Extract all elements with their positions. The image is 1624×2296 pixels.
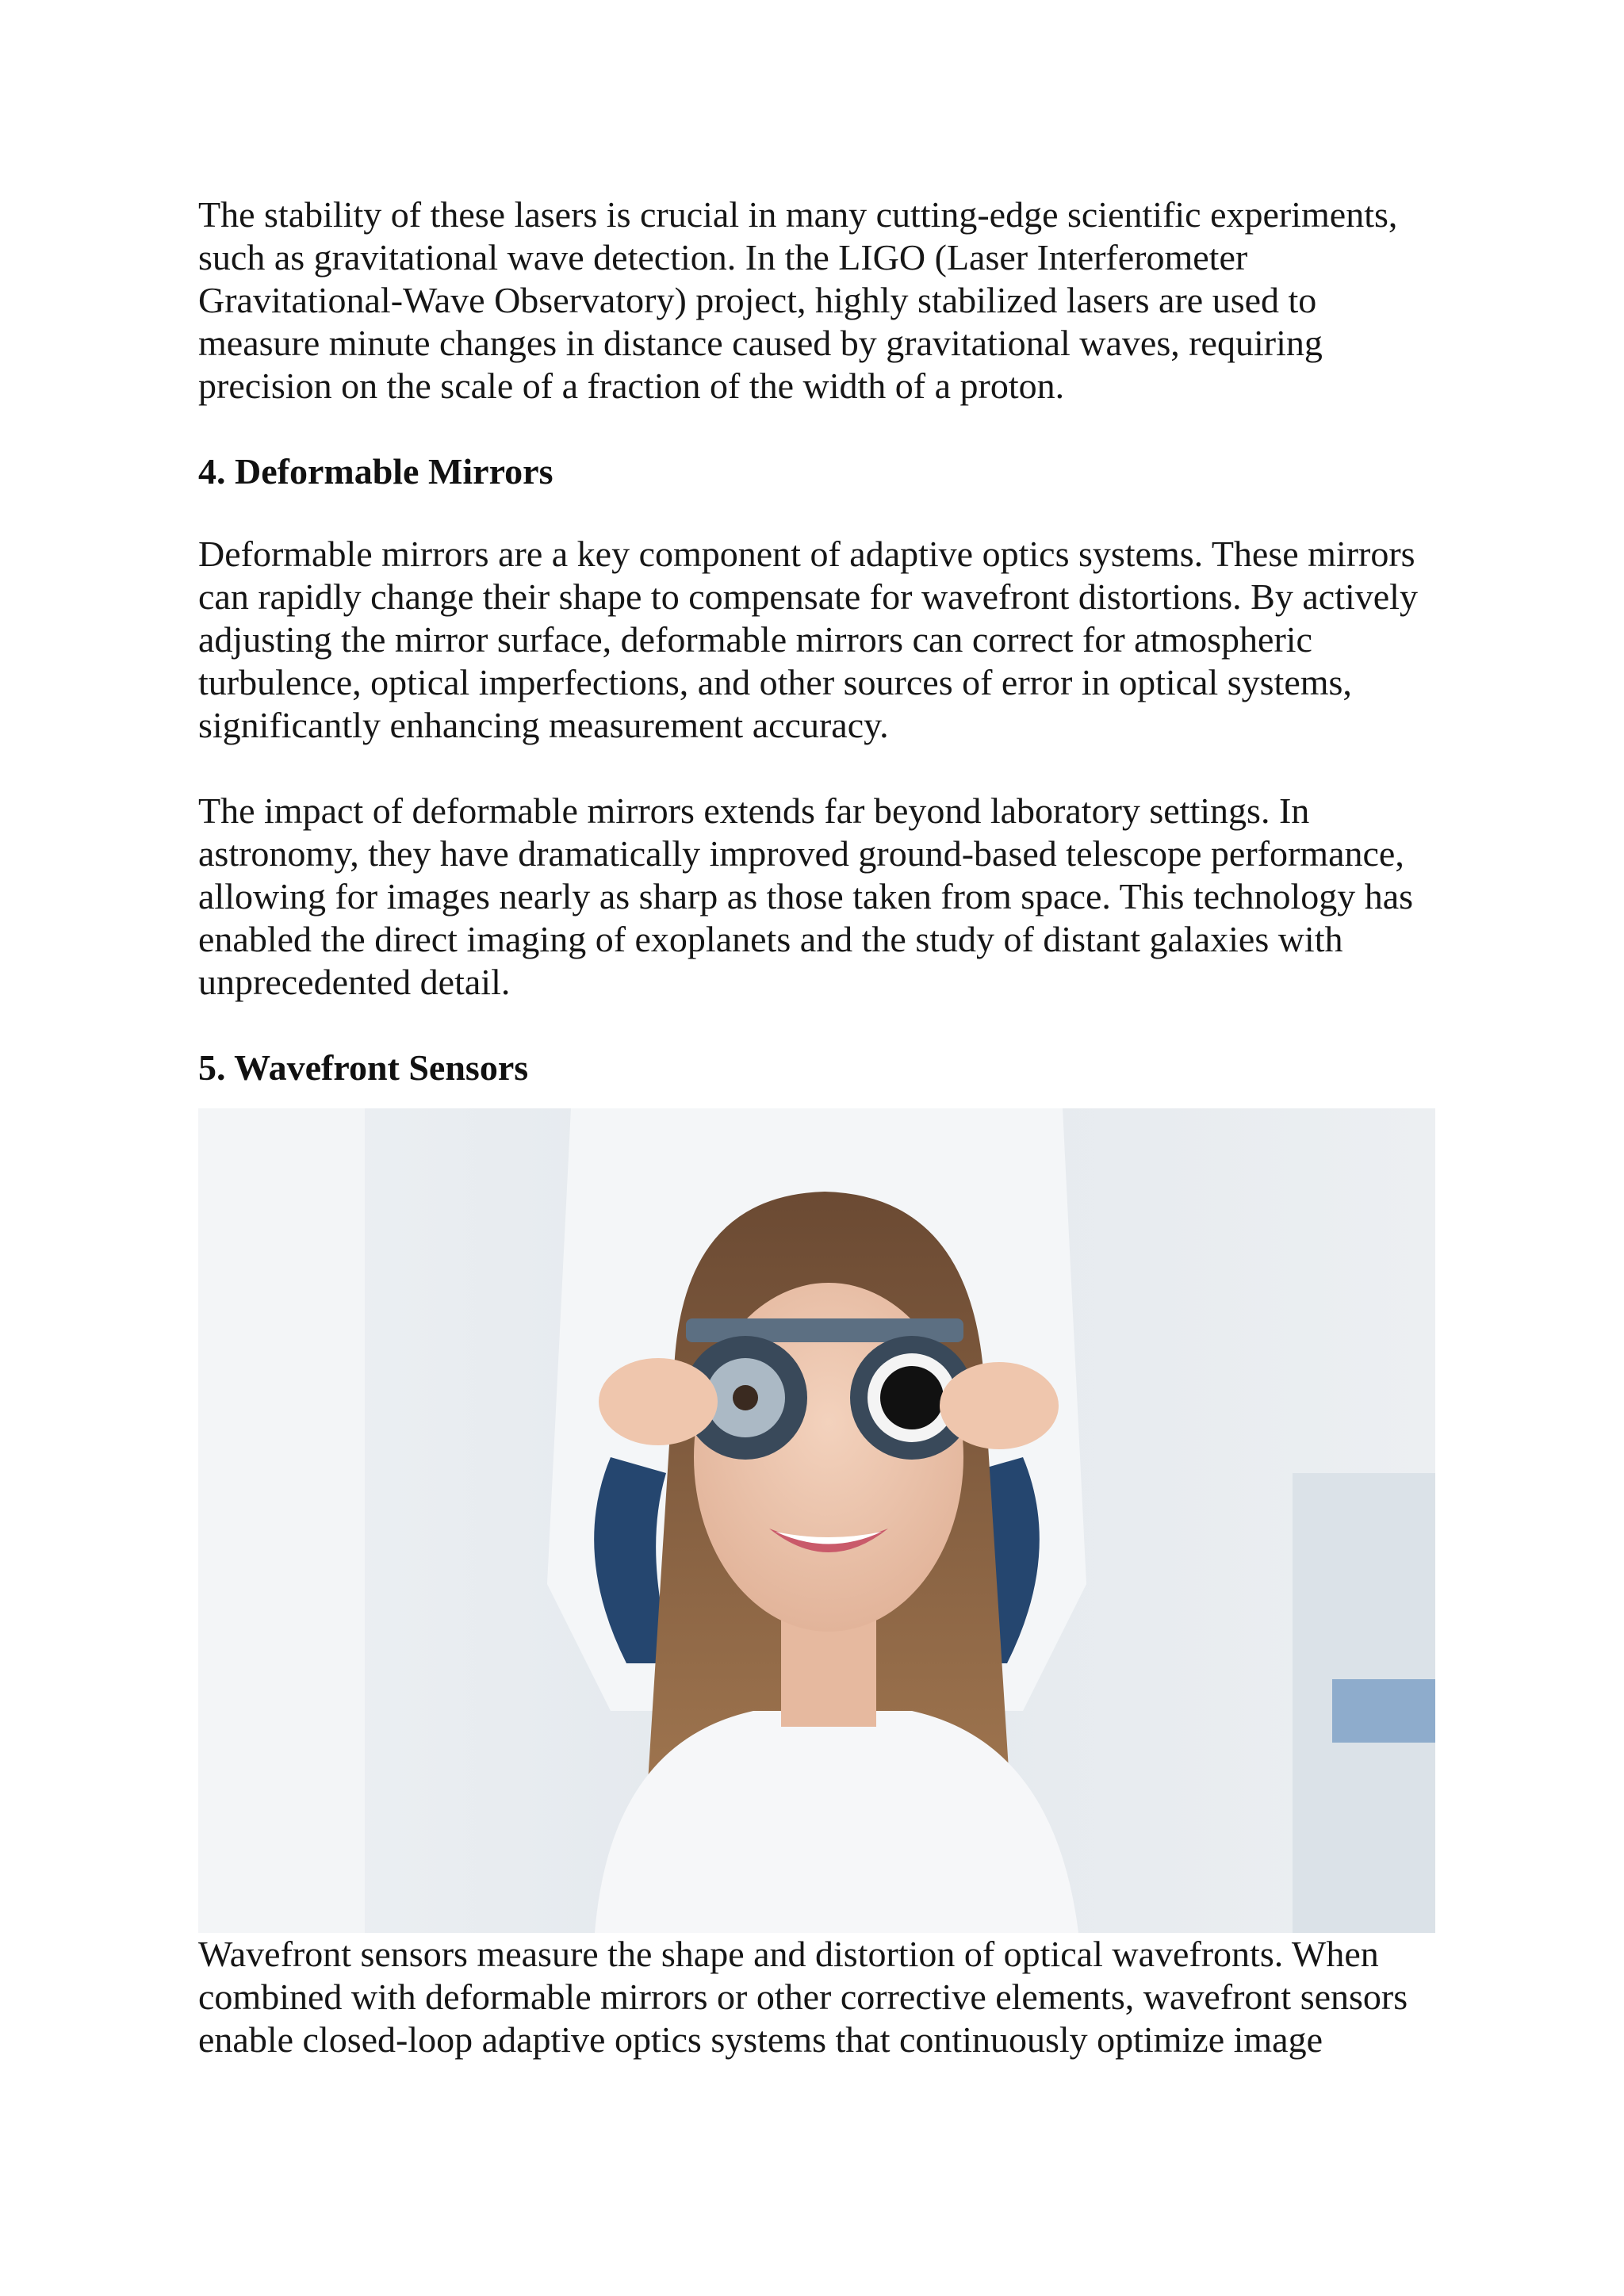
spacer — [198, 1004, 1435, 1047]
eye-exam-photo — [198, 1108, 1435, 1933]
paragraph-deformable-mirrors-impact: The impact of deformable mirrors extends far beyond laboratory settings. In astronomy, they have dramatically improved ground-based telescope performance, allowing for images nearly as sharp as those taken from space. This technology has enabled the direct imaging of exoplanets and the study of distant galaxies with unprecedented detail. — [198, 790, 1414, 1002]
spacer — [198, 747, 1435, 790]
heading-wavefront-sensors: 5. Wavefront Sensors — [198, 1047, 529, 1088]
spacer — [198, 408, 1435, 450]
document-page — [198, 193, 1435, 2061]
paragraph-deformable-mirrors-intro: Deformable mirrors are a key component of adaptive optics systems. These mirrors can rapidly change their shape to compensate for wavefront distortions. By actively adjusting the mirror surface, deformable mirrors can correct for atmospheric turbulence, optical imperfections, and other sources of error in optical systems, significantly enhancing measurement accuracy. — [198, 534, 1418, 745]
paragraph-laser-stability: The stability of these lasers is crucial in many cutting-edge scientific experiments, such as gravitational wave detection. In the LIGO (Laser Interferometer Gravitational-Wave Observatory) project, highly stabilized lasers are used to measure minute changes in distance caused by gravitational waves, requiring precision on the scale of a fraction of the width of a proton. — [198, 194, 1398, 406]
eye-exam-illustration — [198, 1108, 1435, 1933]
heading-deformable-mirrors: 4. Deformable Mirrors — [198, 451, 553, 492]
spacer — [198, 493, 1435, 533]
paragraph-wavefront-sensors: Wavefront sensors measure the shape and distortion of optical wavefronts. When combined with deformable mirrors or other corrective elements, wavefront sensors enable closed-loop adaptive optics systems that continuously optimize image — [198, 1934, 1408, 2060]
